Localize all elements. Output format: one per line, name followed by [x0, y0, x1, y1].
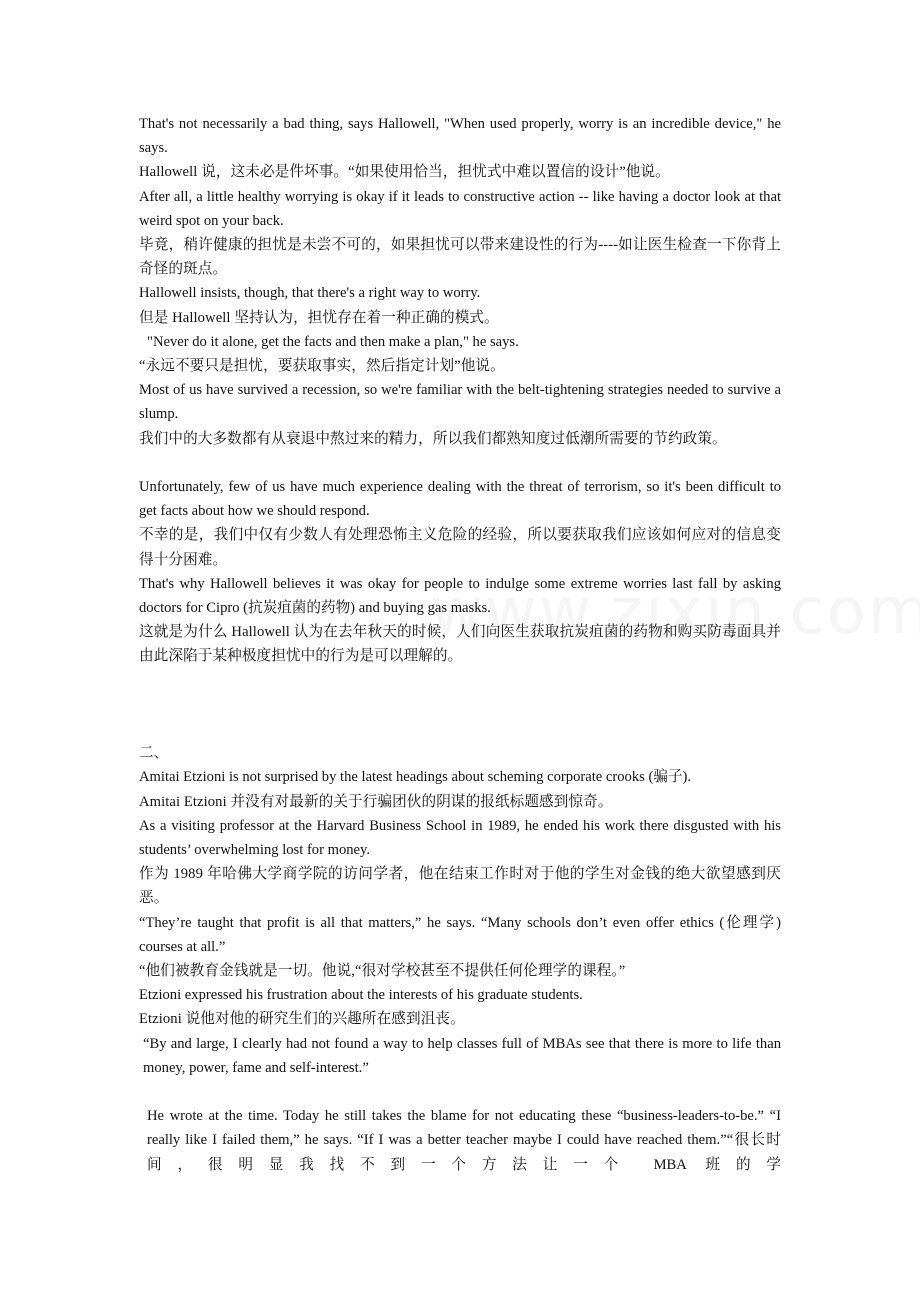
paragraph-en: “They’re taught that profit is all that matters,” he says. “Many schools don’t even offer ethics (伦理学) courses at all.”: [139, 914, 781, 955]
paragraph-en: Hallowell insists, though, that there's a right way to worry.: [139, 285, 481, 302]
spacer: [139, 451, 781, 475]
paragraph-en: He wrote at the time. Today he still takes the blame for not educating these “business-leaders-to-be.” “I really like I failed them,” he says. “If I was a better teacher maybe I could have reached them.”“很长时间，很明显我找不到一个方法让一个 MBA 班的学: [147, 1108, 781, 1173]
paragraph-en: “By and large, I clearly had not found a way to help classes full of MBAs see that there is more to life than money, power, fame and self-interest.”: [143, 1035, 781, 1076]
section-heading: 二、: [139, 745, 169, 762]
spacer: [139, 669, 781, 742]
paragraph-en: Etzioni expressed his frustration about the interests of his graduate students.: [139, 987, 583, 1004]
paragraph-en: "Never do it alone, get the facts and then make a plan," he says.: [147, 333, 519, 350]
spacer: [139, 1080, 781, 1104]
paragraph-en: After all, a little healthy worrying is okay if it leads to constructive action -- like having a doctor look at that weird spot on your back.: [139, 188, 781, 229]
paragraph-en: That's not necessarily a bad thing, says Hallowell, "When used properly, worry is an incredible device," he says.: [139, 116, 781, 157]
paragraph-zh: Hallowell 说，这未必是件坏事。“如果使用恰当，担忧式中难以置信的设计”他说。: [139, 164, 670, 181]
paragraph-zh: Etzioni 说他对他的研究生们的兴趣所在感到沮丧。: [139, 1011, 465, 1028]
paragraph-zh: 毕竟，稍许健康的担忧是未尝不可的，如果担忧可以带来建设性的行为----如让医生检查一下你背上奇怪的斑点。: [139, 237, 781, 278]
paragraph-zh: 不幸的是，我们中仅有少数人有处理恐怖主义危险的经验，所以要获取我们应该如何应对的信息变得十分困难。: [139, 527, 781, 568]
paragraph-en: That's why Hallowell believes it was okay for people to indulge some extreme worries last fall by asking doctors for Cipro (抗炭疽菌的药物) and buying gas masks.: [139, 575, 781, 617]
paragraph-zh: 但是 Hallowell 坚持认为，担忧存在着一种正确的模式。: [139, 309, 499, 326]
paragraph-zh: “永远不要只是担忧，要获取事实，然后指定计划”他说。: [139, 358, 505, 375]
paragraph-en: As a visiting professor at the Harvard Business School in 1989, he ended his work there disgusted with his students’ overwhelming lost for money.: [139, 817, 781, 859]
paragraph-en: Unfortunately, few of us have much experience dealing with the threat of terrorism, so it's been difficult to get facts about how we should respond.: [139, 479, 781, 520]
document-body: [139, 112, 781, 1177]
paragraph-zh: Amitai Etzioni 并没有对最新的关于行骗团伙的阴谋的报纸标题感到惊奇。: [139, 793, 613, 810]
paragraph-en: Most of us have survived a recession, so we're familiar with the belt-tightening strategies needed to survive a slump.: [139, 382, 781, 423]
paragraph-zh: “他们被教育金钱就是一切。他说,“很对学校甚至不提供任何伦理学的课程。”: [139, 963, 626, 980]
paragraph-en: Amitai Etzioni is not surprised by the latest headings about scheming corporate crooks (骗子).: [139, 769, 692, 786]
paragraph-zh: 我们中的大多数都有从衰退中熬过来的精力，所以我们都熟知度过低潮所需要的节约政策。: [139, 430, 727, 447]
paragraph-zh: 这就是为什么 Hallowell 认为在去年秋天的时候，人们向医生获取抗炭疽菌的药物和购买防毒面具并由此深陷于某种极度担忧中的行为是可以理解的。: [139, 624, 781, 665]
paragraph-zh: 作为 1989 年哈佛大学商学院的访问学者，他在结束工作时对于他的学生对金钱的绝大欲望感到厌恶。: [139, 866, 781, 907]
